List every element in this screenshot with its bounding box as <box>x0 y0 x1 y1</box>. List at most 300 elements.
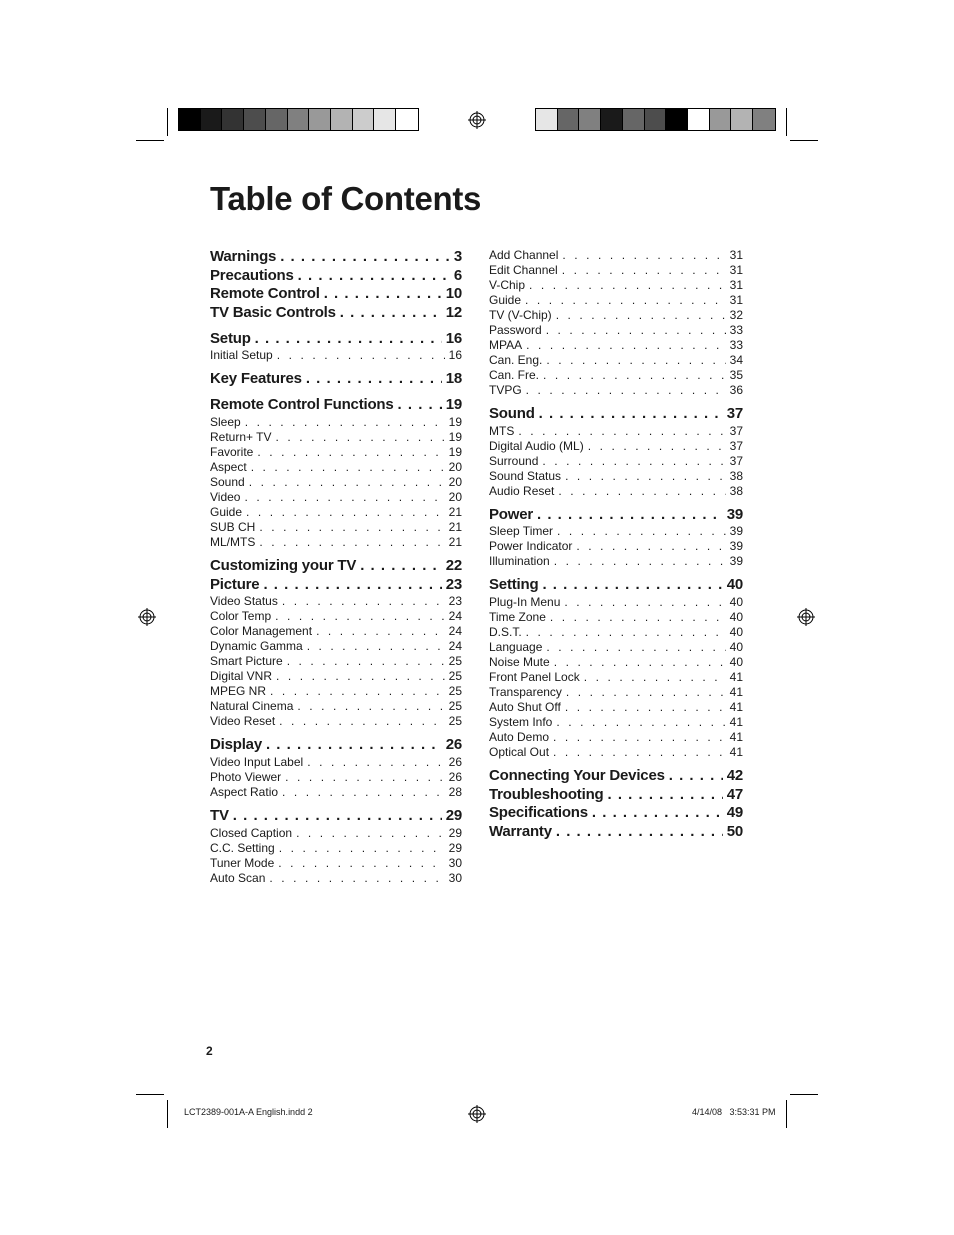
toc-entry-label: Optical Out <box>489 745 550 760</box>
toc-entry-page: 18 <box>445 370 462 388</box>
toc-entry-page: 28 <box>448 784 462 799</box>
color-bar-right <box>535 108 776 131</box>
toc-entry-page: 19 <box>448 429 462 444</box>
dot-leader <box>539 405 723 424</box>
toc-subentry[interactable] <box>489 323 743 338</box>
toc-subentry[interactable] <box>210 490 462 505</box>
toc-entry-label: Natural Cinema <box>210 699 294 714</box>
toc-entry-label: Remote Control Functions <box>210 396 394 414</box>
toc-subentry[interactable] <box>210 460 462 475</box>
toc-entry-label: Sleep <box>210 414 241 429</box>
dot-leader <box>526 383 726 398</box>
toc-entry-label: Sound <box>210 474 245 489</box>
toc-entry-page: 26 <box>448 769 462 784</box>
toc-entry-label: Warranty <box>489 823 552 841</box>
toc-entry-page: 21 <box>448 504 462 519</box>
toc-entry-label: Color Management <box>210 624 313 639</box>
toc-entry-label: Tuner Mode <box>210 855 275 870</box>
toc-section-entry[interactable] <box>210 330 462 349</box>
dot-leader <box>282 785 445 800</box>
toc-entry-label: Troubleshooting <box>489 785 604 803</box>
toc-entry-page: 37 <box>726 405 743 422</box>
toc-entry-page: 19 <box>445 396 462 414</box>
toc-entry-label: MPAA <box>489 338 523 352</box>
toc-entry-page: 36 <box>729 383 743 397</box>
toc-entry-page: 39 <box>726 505 743 523</box>
toc-section-entry[interactable] <box>210 285 462 304</box>
dot-leader <box>537 506 723 525</box>
toc-section-entry[interactable] <box>489 804 743 823</box>
dot-leader <box>270 684 445 699</box>
toc-entry-label: Can. Eng. <box>489 353 543 367</box>
toc-entry-label: Dynamic Gamma <box>210 639 303 654</box>
toc-subentry[interactable] <box>210 755 462 770</box>
toc-column-right <box>489 248 743 849</box>
slug-datetime: 4/14/08 3:53:31 PM <box>692 1107 776 1117</box>
toc-subentry[interactable] <box>489 745 743 760</box>
toc-entry-page: 6 <box>453 266 462 284</box>
color-swatch <box>331 109 353 130</box>
toc-section-entry[interactable] <box>210 370 462 389</box>
dot-leader <box>255 330 442 349</box>
toc-entry-label: Key Features <box>210 370 302 388</box>
toc-entry-page: 23 <box>448 594 462 609</box>
dot-leader <box>565 469 726 484</box>
toc-entry-label: Can. Fre. <box>489 368 540 382</box>
toc-subentry[interactable] <box>489 338 743 353</box>
dot-leader <box>542 576 722 595</box>
color-swatch <box>179 109 201 130</box>
toc-entry-page: 35 <box>729 368 743 382</box>
dot-leader <box>360 557 442 576</box>
dot-leader <box>518 424 725 439</box>
toc-subentry[interactable] <box>210 684 462 699</box>
toc-entry-label: MPEG NR <box>210 684 267 699</box>
color-swatch <box>558 109 580 130</box>
toc-entry-label: Transparency <box>489 685 562 700</box>
toc-entry-label: Setup <box>210 329 251 347</box>
page-number: 2 <box>206 1044 213 1058</box>
toc-subentry[interactable] <box>489 293 743 308</box>
toc-subentry[interactable] <box>210 430 462 445</box>
toc-subentry[interactable] <box>210 871 462 886</box>
toc-subentry[interactable] <box>210 654 462 669</box>
toc-entry-page: 20 <box>448 489 462 504</box>
toc-entry-page: 25 <box>448 699 462 714</box>
toc-subentry[interactable] <box>210 535 462 550</box>
toc-subentry[interactable] <box>210 624 462 639</box>
crop-mark <box>786 1100 787 1128</box>
toc-entry-page: 37 <box>729 423 743 438</box>
dot-leader <box>558 484 725 499</box>
toc-subentry[interactable] <box>210 699 462 714</box>
toc-section-entry[interactable] <box>210 267 462 286</box>
color-swatch <box>601 109 623 130</box>
dot-leader <box>279 714 444 729</box>
toc-subentry[interactable] <box>210 445 462 460</box>
dot-leader <box>297 699 444 714</box>
toc-entry-label: Remote Control <box>210 285 320 303</box>
dot-leader <box>280 248 450 267</box>
dot-leader <box>244 490 444 505</box>
toc-subentry[interactable] <box>489 248 743 263</box>
toc-entry-label: Time Zone <box>489 610 546 625</box>
slug-filename: LCT2389-001A-A English.indd 2 <box>184 1107 313 1117</box>
toc-subentry[interactable] <box>489 469 743 484</box>
dot-leader <box>245 415 445 430</box>
toc-subentry[interactable] <box>489 595 743 610</box>
toc-entry-page: 37 <box>729 453 743 468</box>
toc-subentry[interactable] <box>489 278 743 293</box>
color-swatch <box>753 109 775 130</box>
color-swatch <box>688 109 710 130</box>
toc-entry-label: Plug-In Menu <box>489 595 561 610</box>
dot-leader <box>576 539 725 554</box>
toc-subentry[interactable] <box>489 539 743 554</box>
dot-leader <box>307 755 444 770</box>
toc-subentry[interactable] <box>210 841 462 856</box>
crop-mark <box>790 140 818 141</box>
toc-entry-page: 47 <box>726 785 743 803</box>
dot-leader <box>564 595 725 610</box>
toc-entry-label: Return+ TV <box>210 429 272 444</box>
toc-entry-label: Surround <box>489 453 539 468</box>
dot-leader <box>282 594 445 609</box>
dot-leader <box>275 430 444 445</box>
toc-subentry[interactable] <box>489 554 743 569</box>
toc-group <box>210 396 462 550</box>
toc-entry-page: 3 <box>453 248 462 265</box>
dot-leader <box>566 685 726 700</box>
dot-leader <box>554 655 726 670</box>
toc-entry-page: 26 <box>445 736 462 754</box>
toc-subentry[interactable] <box>489 700 743 715</box>
color-swatch <box>201 109 223 130</box>
crop-mark <box>167 108 168 136</box>
toc-group <box>210 807 462 886</box>
toc-group <box>489 506 743 570</box>
toc-subentry[interactable] <box>210 856 462 871</box>
toc-subentry[interactable] <box>489 484 743 499</box>
toc-subentry[interactable] <box>489 439 743 454</box>
dot-leader <box>266 736 442 755</box>
toc-subentry[interactable] <box>210 594 462 609</box>
color-swatch <box>222 109 244 130</box>
toc-subentry[interactable] <box>489 730 743 745</box>
toc-entry-page: 33 <box>729 338 743 352</box>
toc-entry-label: C.C. Setting <box>210 840 275 855</box>
toc-entry-page: 40 <box>726 576 743 594</box>
toc-entry-label: Aspect <box>210 459 247 474</box>
toc-entry-label: Precautions <box>210 266 294 284</box>
toc-subentry[interactable] <box>489 655 743 670</box>
toc-subentry[interactable] <box>489 353 743 368</box>
toc-entry-page: 24 <box>448 639 462 654</box>
toc-entry-page: 41 <box>729 685 743 700</box>
dot-leader <box>553 745 726 760</box>
toc-entry-label: Noise Mute <box>489 655 550 670</box>
toc-section-entry[interactable] <box>210 736 462 755</box>
toc-entry-page: 19 <box>448 444 462 459</box>
toc-section-entry[interactable] <box>210 576 462 595</box>
toc-entry-page: 49 <box>726 804 743 822</box>
toc-entry-label: Auto Scan <box>210 870 266 885</box>
toc-entry-page: 29 <box>445 806 462 824</box>
toc-entry-label: Digital Audio (ML) <box>489 438 584 453</box>
toc-entry-page: 39 <box>729 554 743 569</box>
dot-leader <box>543 368 726 383</box>
dot-leader <box>249 475 445 490</box>
toc-section-entry[interactable] <box>210 396 462 415</box>
dot-leader <box>553 730 726 745</box>
toc-entry-label: Picture <box>210 575 260 593</box>
toc-entry-label: Password <box>489 323 542 337</box>
toc-entry-label: Favorite <box>210 444 254 459</box>
toc-subentry[interactable] <box>489 610 743 625</box>
toc-entry-label: Digital VNR <box>210 669 273 684</box>
toc-section-entry[interactable] <box>210 248 462 267</box>
toc-group <box>210 330 462 364</box>
dot-leader <box>556 715 725 730</box>
toc-entry-page: 23 <box>445 575 462 593</box>
color-swatch <box>536 109 558 130</box>
dot-leader <box>556 823 723 842</box>
toc-entry-label: Illumination <box>489 554 550 569</box>
toc-subentry[interactable] <box>210 348 462 363</box>
toc-section-entry[interactable] <box>210 807 462 826</box>
toc-entry-label: ML/MTS <box>210 534 256 549</box>
toc-entry-page: 39 <box>729 524 743 539</box>
toc-entry-page: 40 <box>729 625 743 640</box>
toc-group <box>210 370 462 389</box>
dot-leader <box>554 554 726 569</box>
dot-leader <box>307 639 445 654</box>
color-swatch <box>353 109 375 130</box>
toc-entry-label: Power <box>489 505 534 523</box>
toc-subentry[interactable] <box>210 609 462 624</box>
toc-entry-page: 25 <box>448 714 462 729</box>
dot-leader <box>398 396 442 415</box>
toc-entry-page: 25 <box>448 669 462 684</box>
toc-group <box>210 736 462 800</box>
toc-group <box>489 248 743 398</box>
toc-entry-page: 37 <box>729 438 743 453</box>
toc-entry-label: Sound <box>489 405 535 422</box>
toc-entry-page: 40 <box>729 610 743 625</box>
dot-leader <box>669 767 723 786</box>
dot-leader <box>592 804 723 823</box>
dot-leader <box>526 625 726 640</box>
toc-subentry[interactable] <box>210 639 462 654</box>
toc-entry-page: 40 <box>729 595 743 610</box>
dot-leader <box>324 285 442 304</box>
toc-subentry[interactable] <box>210 669 462 684</box>
toc-subentry[interactable] <box>210 415 462 430</box>
toc-group <box>489 576 743 760</box>
dot-leader <box>557 524 726 539</box>
toc-entry-page: 24 <box>448 624 462 639</box>
dot-leader <box>525 293 726 308</box>
toc-entry-label: Video Input Label <box>210 754 304 769</box>
toc-entry-page: 24 <box>448 609 462 624</box>
dot-leader <box>562 248 725 263</box>
crop-mark <box>790 1094 818 1095</box>
toc-subentry[interactable] <box>489 308 743 323</box>
crop-mark <box>136 140 164 141</box>
color-swatch <box>579 109 601 130</box>
crop-mark <box>786 108 787 136</box>
dot-leader <box>285 770 444 785</box>
toc-section-entry[interactable] <box>489 767 743 786</box>
dot-leader <box>277 348 445 363</box>
dot-leader <box>546 353 725 368</box>
toc-entry-label: Initial Setup <box>210 348 273 363</box>
toc-section-entry[interactable] <box>489 823 743 842</box>
crop-mark <box>167 1100 168 1128</box>
dot-leader <box>546 323 726 338</box>
toc-entry-page: 22 <box>445 556 462 574</box>
toc-entry-page: 31 <box>729 263 743 277</box>
dot-leader <box>526 338 726 353</box>
toc-entry-page: 42 <box>726 767 743 785</box>
toc-section-entry[interactable] <box>489 405 743 424</box>
color-swatch <box>309 109 331 130</box>
toc-entry-label: Front Panel Lock <box>489 670 580 685</box>
toc-entry-label: Video Reset <box>210 714 276 729</box>
toc-entry-page: 39 <box>729 539 743 554</box>
toc-entry-label: Photo Viewer <box>210 769 282 784</box>
toc-entry-label: Smart Picture <box>210 654 283 669</box>
toc-entry-label: TV Basic Controls <box>210 304 336 322</box>
toc-entry-page: 41 <box>729 715 743 730</box>
toc-entry-page: 41 <box>729 745 743 760</box>
toc-entry-label: Add Channel <box>489 248 559 262</box>
dot-leader <box>233 807 442 826</box>
dot-leader <box>562 263 726 278</box>
toc-subentry[interactable] <box>210 714 462 729</box>
toc-subentry[interactable] <box>489 715 743 730</box>
toc-entry-label: Connecting Your Devices <box>489 767 665 785</box>
toc-entry-label: Specifications <box>489 804 588 822</box>
dot-leader <box>608 786 723 805</box>
toc-entry-label: Audio Reset <box>489 483 555 498</box>
toc-entry-page: 31 <box>729 278 743 292</box>
dot-leader <box>251 460 445 475</box>
toc-entry-page: 41 <box>729 670 743 685</box>
toc-subentry[interactable] <box>489 263 743 278</box>
dot-leader <box>542 454 725 469</box>
toc-entry-page: 38 <box>729 483 743 498</box>
dot-leader <box>306 370 442 389</box>
dot-leader <box>287 654 445 669</box>
dot-leader <box>546 640 725 655</box>
color-swatch <box>666 109 688 130</box>
toc-entry-label: Auto Demo <box>489 730 550 745</box>
toc-subentry[interactable] <box>210 826 462 841</box>
toc-entry-page: 31 <box>729 248 743 262</box>
toc-subentry[interactable] <box>210 475 462 490</box>
toc-entry-label: Color Temp <box>210 609 272 624</box>
registration-mark-icon <box>138 608 156 626</box>
toc-entry-page: 34 <box>729 353 743 367</box>
toc-subentry[interactable] <box>489 368 743 383</box>
toc-entry-page: 16 <box>448 348 462 363</box>
toc-entry-page: 40 <box>729 640 743 655</box>
dot-leader <box>279 841 445 856</box>
toc-subentry[interactable] <box>489 625 743 640</box>
toc-entry-page: 19 <box>448 414 462 429</box>
toc-subentry[interactable] <box>210 520 462 535</box>
toc-entry-page: 20 <box>448 459 462 474</box>
dot-leader <box>278 856 444 871</box>
toc-entry-label: Sleep Timer <box>489 524 554 539</box>
toc-section-entry[interactable] <box>489 576 743 595</box>
toc-entry-label: Edit Channel <box>489 263 558 277</box>
toc-subentry[interactable] <box>489 454 743 469</box>
registration-mark-icon <box>468 111 486 129</box>
color-swatch <box>731 109 753 130</box>
toc-entry-label: V-Chip <box>489 278 526 292</box>
toc-subentry[interactable] <box>489 383 743 398</box>
toc-section-entry[interactable] <box>489 786 743 805</box>
toc-section-entry[interactable] <box>489 506 743 525</box>
toc-entry-label: TVPG <box>489 383 522 397</box>
toc-subentry[interactable] <box>210 785 462 800</box>
dot-leader <box>550 610 726 625</box>
toc-section-entry[interactable] <box>210 557 462 576</box>
toc-entry-page: 25 <box>448 684 462 699</box>
toc-entry-label: Customizing your TV <box>210 556 357 574</box>
registration-mark-icon <box>468 1105 486 1123</box>
toc-subentry[interactable] <box>210 505 462 520</box>
color-bar-left <box>178 108 419 131</box>
toc-subentry[interactable] <box>489 640 743 655</box>
dot-leader <box>259 535 444 550</box>
toc-entry-page: 32 <box>729 308 743 322</box>
toc-entry-label: Language <box>489 640 543 655</box>
toc-entry-label: System Info <box>489 715 553 730</box>
toc-column-left <box>210 248 462 893</box>
dot-leader <box>257 445 444 460</box>
toc-entry-page: 10 <box>445 285 462 303</box>
toc-subentry[interactable] <box>210 770 462 785</box>
toc-entry-page: 31 <box>729 293 743 307</box>
toc-entry-page: 29 <box>448 840 462 855</box>
dot-leader <box>556 308 726 323</box>
toc-entry-page: 38 <box>729 468 743 483</box>
toc-entry-page: 12 <box>445 304 462 322</box>
toc-subentry[interactable] <box>489 424 743 439</box>
registration-mark-icon <box>797 608 815 626</box>
toc-entry-label: Auto Shut Off <box>489 700 561 715</box>
color-swatch <box>710 109 732 130</box>
dot-leader <box>298 267 450 286</box>
toc-subentry[interactable] <box>489 685 743 700</box>
toc-section-entry[interactable] <box>210 304 462 323</box>
toc-subentry[interactable] <box>489 524 743 539</box>
toc-group <box>210 248 462 323</box>
toc-entry-label: TV <box>210 806 229 824</box>
dot-leader <box>263 576 441 595</box>
crop-mark <box>136 1094 164 1095</box>
dot-leader <box>316 624 445 639</box>
toc-entry-label: D.S.T. <box>489 625 522 640</box>
dot-leader <box>529 278 726 293</box>
color-swatch <box>396 109 418 130</box>
toc-subentry[interactable] <box>489 670 743 685</box>
toc-entry-page: 26 <box>448 754 462 769</box>
dot-leader <box>588 439 726 454</box>
